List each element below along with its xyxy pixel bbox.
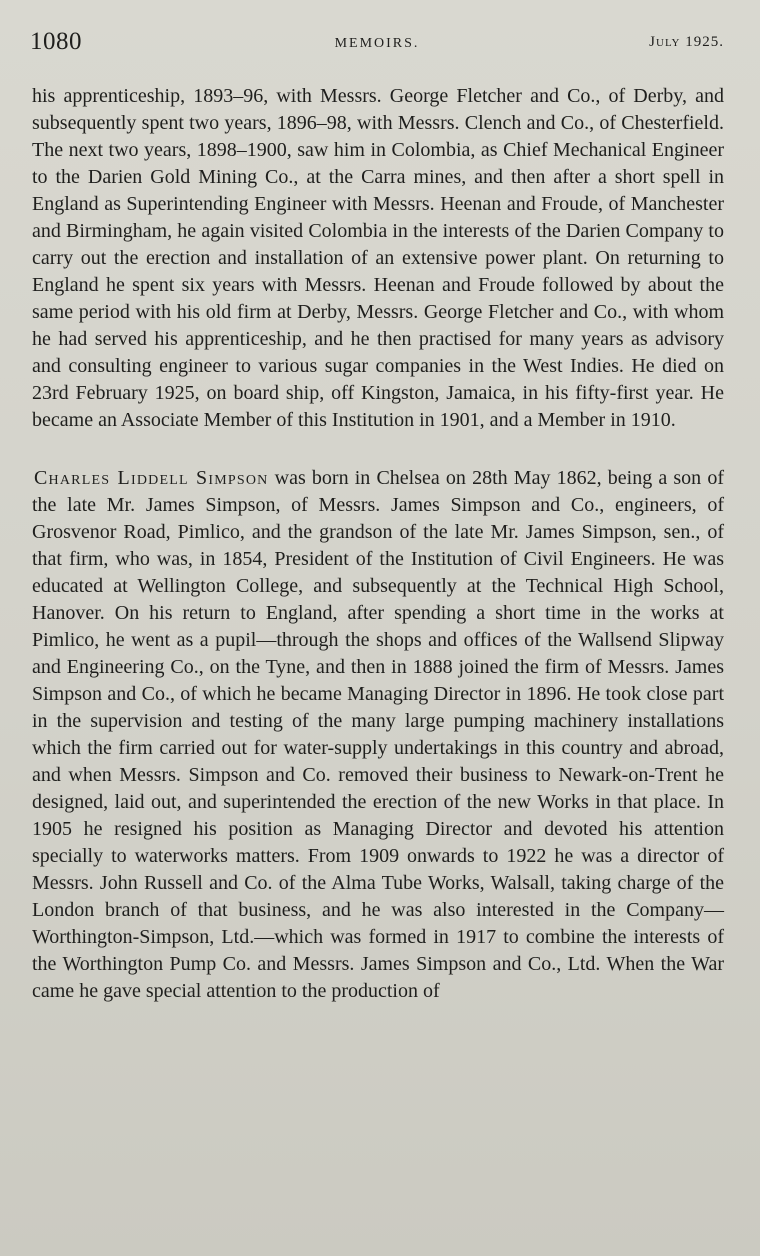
memoir-body-text: was born in Chelsea on 28th May 1862, being a son of the late Mr. James Simpson, of Messrs. James Simpson and Co., engineers, of Grosvenor Road, Pimlico, and the grandson of the late Mr. James Simpson, sen., of that firm, who was, in 1854, President of the Institution of Civil Engineers. He was educated at Wellington College, and subsequently at the Technical High School, Hanover. On his return to England, after spending a short time in the works at Pimlico, he went as a pupil—through the shops and offices of the Wallsend Slipway and Engineering Co., on the Tyne, and then in 1888 joined the firm of Messrs. James Simpson and Co., of which he became Managing Director in 1896. He took close part in the supervision and testing of the many large pumping machinery installations which the firm carried out for water-supply undertakings in this country and abroad, and when Messrs. Simpson and Co. removed their business to Newark-on-Trent he designed, laid out, and superintended the erection of the new Works in that place. In 1905 he resigned his position as Managing Director and devoted his attention specially to waterworks matters. From 1909 onwards to 1922 he was a director of Messrs. John Russell and Co. of the Alma Tube Works, Walsall, taking charge of the London branch of that business, and he was also interested in the Company—Worthington-Simpson, Ltd.—which was formed in 1917 to combine the interests of the Worthington Pump Co. and Messrs. James Simpson and Co., Ltd. When the War came he gave special attention to the production of <box>32 467 725 1002</box>
issue-date: July 1925. <box>649 34 724 50</box>
page-header <box>30 28 724 58</box>
memoir-paragraph-continued: his apprenticeship, 1893–96, with Messrs. George Fletcher and Co., of Derby, and subsequently spent two years, 1896–98, with Messrs. Clench and Co., of Chesterfield. The next two years, 1898–1900, saw him in Colombia, as Chief Mechanical Engineer to the Darien Gold Mining Co., at the Carra mines, and then after a short spell in England as Superintending Engineer with Messrs. Heenan and Froude, of Manchester and Birmingham, he again visited Colombia in the interests of the Darien Company to carry out the erection and installation of an extensive power plant. On returning to England he spent six years with Messrs. Heenan and Froude followed by about the same period with his old firm at Derby, Messrs. George Fletcher and Co., with whom he had served his apprenticeship, and he then practised for many years as advisory and consulting engineer to various sugar companies in the West Indies. He died on 23rd February 1925, on board ship, off Kingston, Jamaica, in his fifty-first year. He became an Associate Member of this Institution in 1901, and a Member in 1910. <box>32 85 724 431</box>
memoir-subject-name: Charles Liddell Simpson <box>34 467 269 489</box>
memoir-paragraph-simpson <box>32 465 724 1005</box>
running-title: MEMOIRS. <box>334 36 420 51</box>
page-body <box>32 83 724 1005</box>
page-number: 1080 <box>30 28 82 55</box>
